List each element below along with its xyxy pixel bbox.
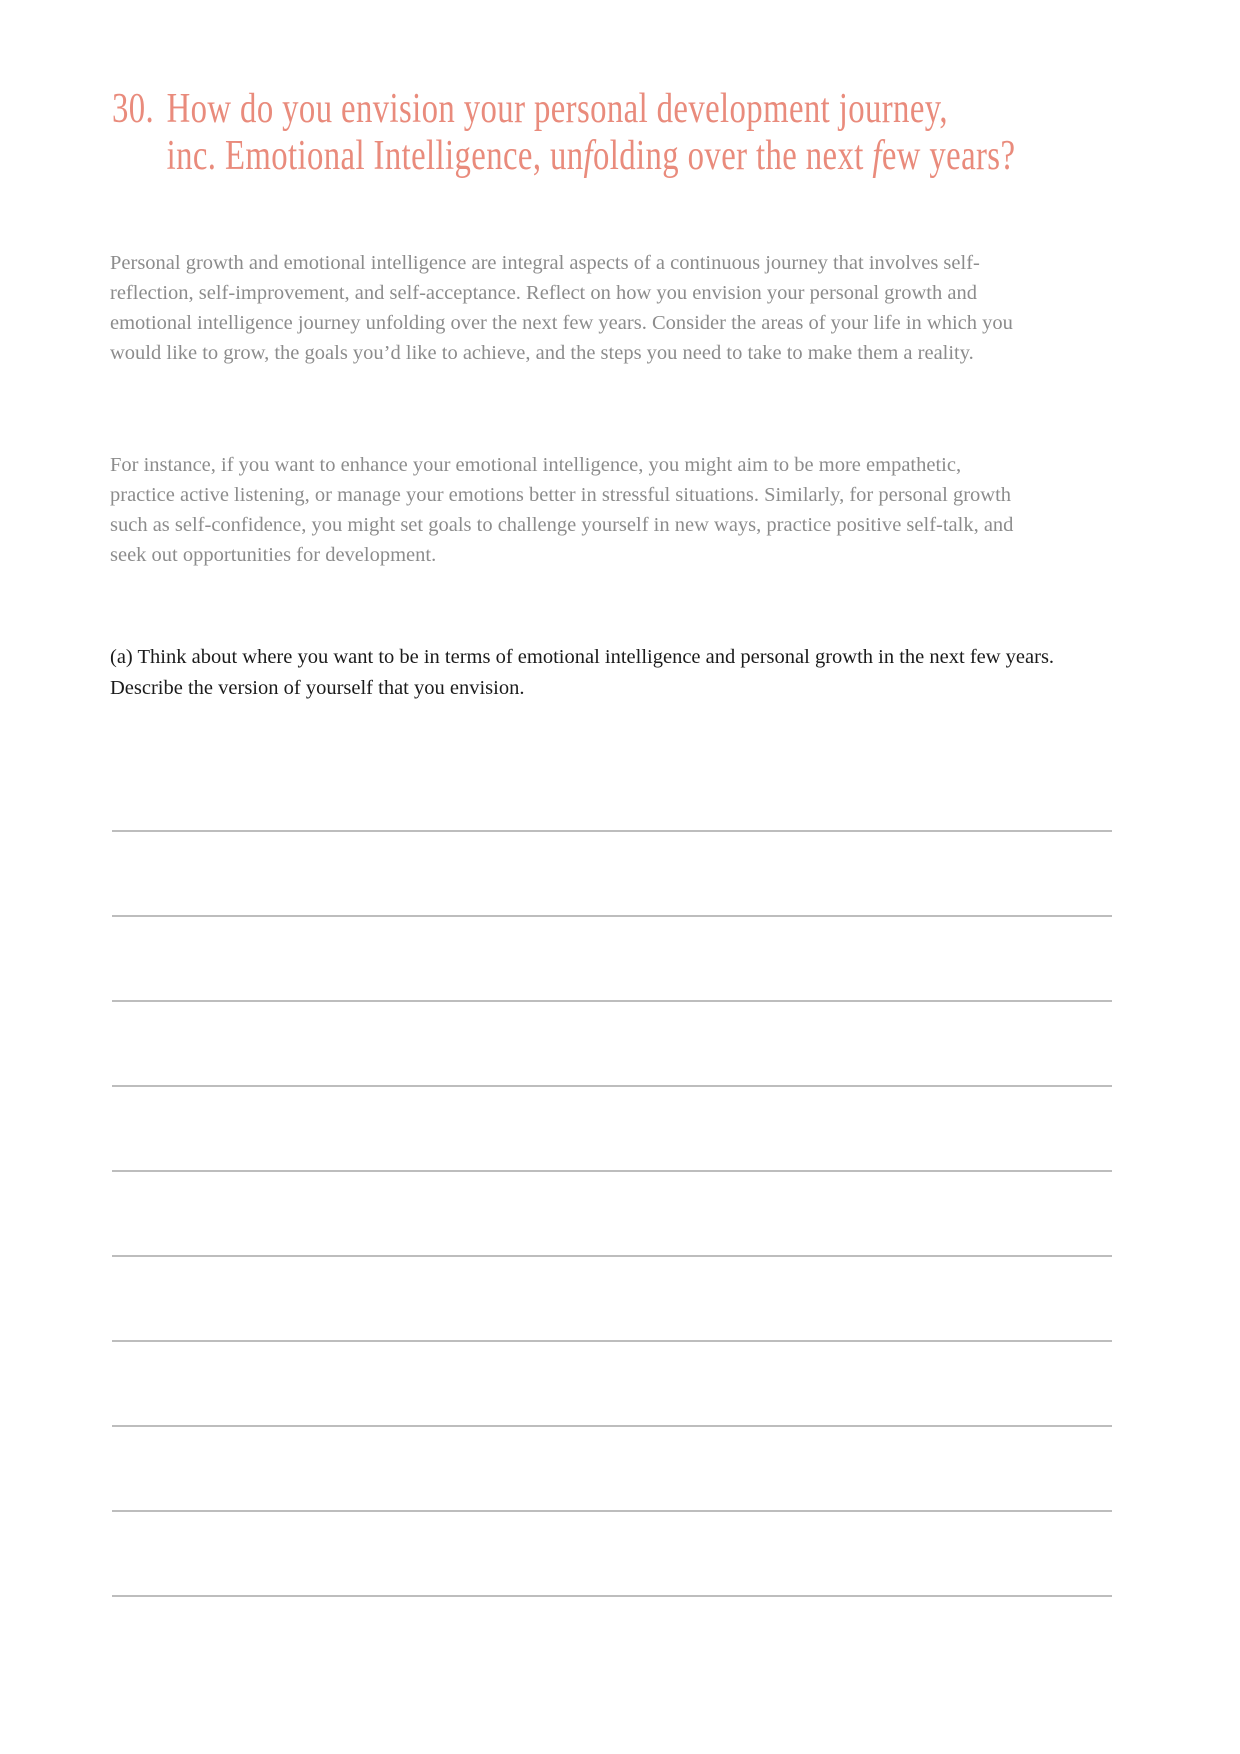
- answer-line: [112, 915, 1112, 917]
- answer-line: [112, 1340, 1112, 1342]
- answer-line: [112, 830, 1112, 832]
- answer-line: [112, 1425, 1112, 1427]
- answer-line: [112, 1170, 1112, 1172]
- answer-line: [112, 1595, 1112, 1597]
- intro-paragraph: Personal growth and emotional intelligence are integral aspects of a continuous journey that involves self-reflection, self-improvement, and self-acceptance. Reflect on how you envision your personal growth and emotional intelligence journey unfolding over the next few years. Consider the areas of your life in which you would like to grow, the goals you’d like to achieve, and the steps you need to take to make them a reality.: [110, 252, 1013, 364]
- question-number: 30.: [112, 86, 155, 132]
- answer-line: [112, 1085, 1112, 1087]
- question-title: [167, 86, 1016, 180]
- answer-line: [112, 1000, 1112, 1002]
- question-title-line2: inc. Emotional Intelligence, unfolding over the next few years?: [166, 133, 1016, 179]
- example-paragraph: For instance, if you want to enhance your emotional intelligence, you might aim to be more empathetic, practice active listening, or manage your emotions better in stressful situations. Similarly, for personal growth such as self-confidence, you might set goals to challenge yourself in new ways, practice positive self-talk, and seek out opportunities for development.: [110, 454, 1014, 566]
- question-title-line1: How do you envision your personal development journey,: [166, 86, 948, 132]
- prompt-a: (a) Think about where you want to be in terms of emotional intelligence and personal growth in the next few years. Describe the version of yourself that you envision.: [110, 646, 1055, 699]
- answer-line: [112, 1510, 1112, 1512]
- answer-lines: [112, 830, 1112, 1680]
- answer-line: [112, 1255, 1112, 1257]
- question-heading: [112, 86, 1015, 180]
